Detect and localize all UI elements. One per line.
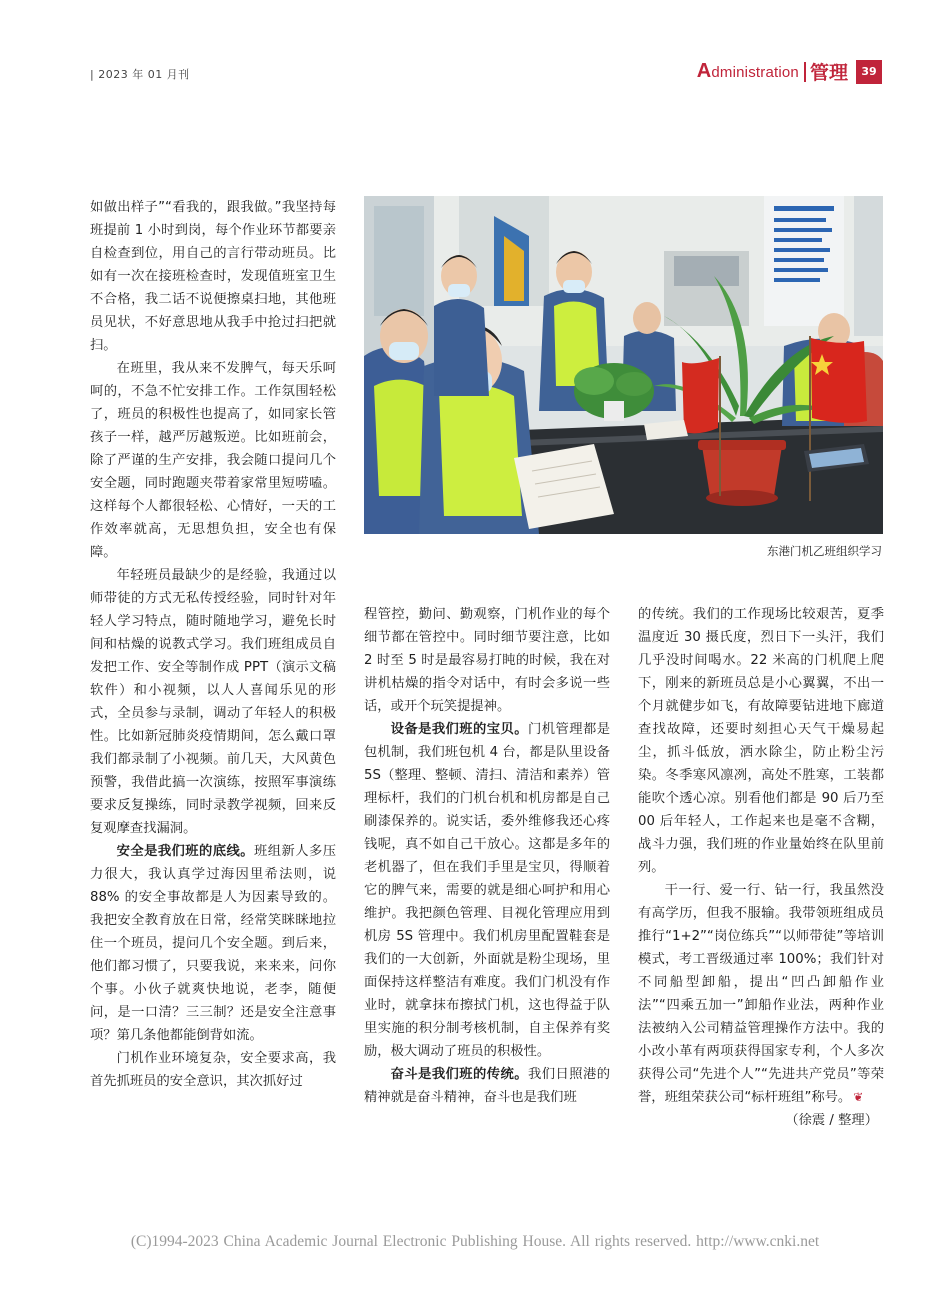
- article-column-2: [364, 603, 610, 1109]
- brand-initial: A: [696, 60, 712, 82]
- paragraph: 门机作业环境复杂，安全要求高，我首先抓班员的安全意识，其次抓好过: [90, 1051, 336, 1089]
- paragraph: 如做出样子”“看我的，跟我做。”我坚持每班提前 1 小时到岗，每个作业环节都要亲自检查到位，用自己的言行带动班员。比如有一次在接班检查时，发现值班室卫生不合格，我二话不说便擦桌扫地，其他班员见状，不好意思地从我手中抢过扫把就扫。: [90, 200, 336, 353]
- section-lead: 安全是我们班的底线。: [116, 844, 254, 859]
- section-lead: 设备是我们班的宝贝。: [390, 722, 528, 737]
- section-title: 管理: [809, 62, 848, 84]
- page-number: 39: [856, 60, 882, 84]
- article-column-1: [90, 196, 336, 1093]
- editor-signature: （徐震 / 整理）: [785, 1113, 878, 1128]
- article-end-icon: ❦: [853, 1090, 864, 1104]
- paragraph: 安全是我们班的底线。班组新人多压力很大，我认真学过海因里希法则，说 88% 的安全事故都是人为因素导致的。我把安全教育放在日常，经常笑眯眯地拉住一个班员，提问几个安全题。到后来，他们都习惯了，只要我说，来来来，问你个事。小伙子就爽快地说，老李，随便问，是一口清？三三制？还是安全注意事项？第几条他都能倒背如流。: [90, 844, 336, 1043]
- brand-english: [697, 60, 799, 83]
- paragraph: 奋斗是我们班的传统。我们日照港的精神就是奋斗精神，奋斗也是我们班: [364, 1067, 610, 1105]
- issue-date: | 2023 年 01 月刊: [90, 68, 190, 81]
- journal-brand: [697, 58, 882, 85]
- brand-divider: [804, 62, 806, 82]
- paragraph: 程管控，勤问、勤观察，门机作业的每个细节都在管控中。同时细节要注意，比如 2 时至 5 时是最容易打盹的时候，我在对讲机枯燥的指令对话中，有时会多说一些话，或开个玩笑提提神。: [364, 607, 610, 714]
- paragraph: 在班里，我从来不发脾气，每天乐呵呵的，不急不忙安排工作。工作氛围轻松了，班员的积极性也提高了，如同家长管孩子一样，越严厉越叛逆。比如班前会，除了严谨的生产安排，我会随口提问几个安全题，同时跑题夹带着家常里短唠嗑。这样每个人都很轻松、心情好，一天的工作效率就高，无思想负担，安全也有保障。: [90, 361, 336, 560]
- paragraph: 年轻班员最缺少的是经验，我通过以师带徒的方式无私传授经验，同时针对年轻人学习特点，随时随地学习，避免长时间和枯燥的说教式学习。我们班组成员自发把工作、安全等制作成 PPT（演示文稿软件）和小视频，以人人喜闻乐见的形式，全员参与录制，调动了年轻人的积极性。比如新冠肺炎疫情期间，怎么戴口罩我们都录制了小视频。前几天，大风黄色预警，我借此搞一次演练，按照军事演练要求反复操练，同时录教学视频，回来反复观摩查找漏洞。: [90, 568, 336, 836]
- photo-caption: 东港门机乙班组织学习: [767, 544, 882, 558]
- team-study-photo: [364, 196, 883, 534]
- article-column-3: [638, 603, 884, 1132]
- copyright-footer: (C)1994-2023 China Academic Journal Electronic Publishing House. All rights reserved. http://www.cnki.net: [130, 1233, 820, 1250]
- paragraph: 干一行、爱一行、钻一行，我虽然没有高学历，但我不服输。我带领班组成员推行“1+2”“岗位练兵”“以师带徒”等培训模式，考工晋级通过率 100%；我们针对不同船型卸船，提出“凹凸卸船作业法”“四乘五加一”卸船作业法，两种作业法被纳入公司精益管理操作方法中。我的小改小革有两项获得国家专利，个人多次获得公司“先进个人”“先进共产党员”等荣誉，班组荣获公司“标杆班组”称号。 ❦: [638, 883, 884, 1105]
- brand-rest: dministration: [711, 64, 799, 81]
- section-lead: 奋斗是我们班的传统。: [390, 1067, 528, 1082]
- paragraph: 设备是我们班的宝贝。门机管理都是包机制，我们班包机 4 台，都是队里设备 5S（整理、整顿、清扫、清洁和素养）管理标杆，我们的门机台机和机房都是自己刷漆保养的。说实话，委外维修我还心疼钱呢，真不如自己干放心。这都是多年的老机器了，但在我们手里是宝贝，得顺着它的脾气来，需要的就是细心呵护和用心维护。我把颜色管理、目视化管理应用到机房 5S 管理中。我们机房里配置鞋套是我们的一大创新，外面就是粉尘现场，里面保持这样整洁有难度。我们门机没有作业时，就拿抹布擦拭门机，这也得益于队里实施的积分制考核机制，自主保养有奖励，极大调动了班员的积极性。: [364, 722, 610, 1059]
- paragraph: 的传统。我们的工作现场比较艰苦，夏季温度近 30 摄氏度，烈日下一头汗，我们几乎没时间喝水。22 米高的门机爬上爬下，刚来的新班员总是小心翼翼，不出一个月就健步如飞，有故障要钻进地下廊道查找故障，还要时刻担心天气干燥易起尘，抓斗低放，洒水除尘，防止粉尘污染。冬季寒风凛冽，高处不胜寒，工装都能吹个透心凉。别看他们都是 90 后乃至 00 后年轻人，工作起来也是毫不含糊，战斗力强，我们班的作业量始终在队里前列。: [638, 607, 884, 875]
